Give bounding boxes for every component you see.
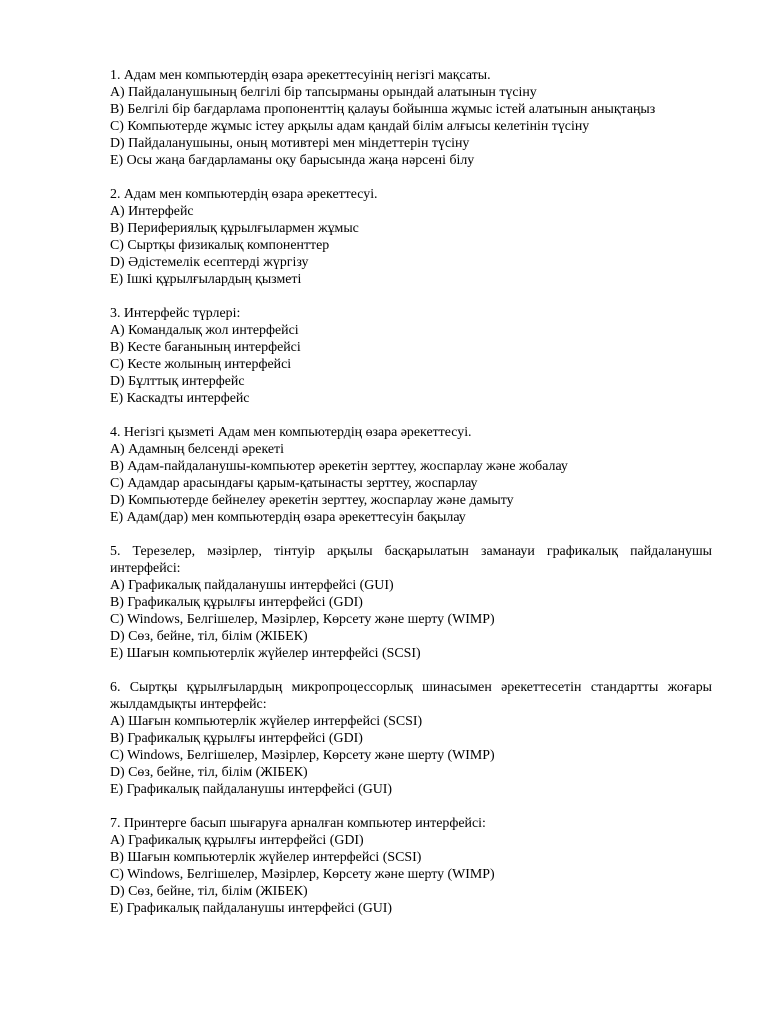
answer-option-d: D) Пайдаланушыны, оның мотивтері мен міндеттерін түсіну <box>110 136 470 151</box>
question-prompt: 5. Терезелер, мәзірлер, тінтуір арқылы басқарылатын заманауи графикалық пайдаланушы интерфейсі: <box>110 544 712 576</box>
answer-option-d: D) Сөз, бейне, тіл, білім (ЖІБЕК) <box>110 629 308 644</box>
answer-option-c: C) Адамдар арасындағы қарым-қатынасты зерттеу, жоспарлау <box>110 476 478 491</box>
answer-option-b: B) Графикалық құрылғы интерфейсі (GDI) <box>110 731 363 746</box>
answer-option-a: A) Командалық жол интерфейсі <box>110 323 299 338</box>
answer-option-e: E) Шағын компьютерлік жүйелер интерфейсі (SCSI) <box>110 646 421 661</box>
question-prompt: 2. Адам мен компьютердің өзара әрекеттесуі. <box>110 187 378 202</box>
question-prompt: 6. Сыртқы құрылғылардың микропроцессорлық шинасымен әрекеттесетін стандартты жоғары жылдамдықты интерфейс: <box>110 680 712 712</box>
answer-option-b: B) Адам-пайдаланушы-компьютер әрекетін зерттеу, жоспарлау және жобалау <box>110 459 568 474</box>
answer-option-b: B) Кесте бағанының интерфейсі <box>110 340 301 355</box>
question-6 <box>110 679 712 798</box>
question-prompt: 1. Адам мен компьютердің өзара әрекеттесуінің негізгі мақсаты. <box>110 68 491 83</box>
answer-option-a: A) Графикалық құрылғы интерфейсі (GDI) <box>110 833 364 848</box>
answer-option-b: B) Белгілі бір бағдарлама пропоненттің қалауы бойынша жұмыс істей алатынын анықтаңыз <box>110 102 656 117</box>
question-prompt: 3. Интерфейс түрлері: <box>110 306 241 321</box>
answer-option-a: A) Шағын компьютерлік жүйелер интерфейсі (SCSI) <box>110 714 423 729</box>
question-prompt: 4. Негізгі қызметі Адам мен компьютердің өзара әрекеттесуі. <box>110 425 472 440</box>
answer-option-e: E) Осы жаңа бағдарламаны оқу барысында жаңа нәрсені білу <box>110 153 475 168</box>
answer-option-a: A) Интерфейс <box>110 204 194 219</box>
answer-option-d: D) Бұлттық интерфейс <box>110 374 245 389</box>
answer-option-e: E) Графикалық пайдаланушы интерфейсі (GUI) <box>110 782 393 797</box>
answer-option-c: C) Кесте жолының интерфейсі <box>110 357 292 372</box>
question-3 <box>110 305 712 407</box>
question-7 <box>110 815 712 917</box>
question-2 <box>110 186 712 288</box>
answer-option-b: B) Графикалық құрылғы интерфейсі (GDI) <box>110 595 363 610</box>
answer-option-e: E) Адам(дар) мен компьютердің өзара әрекеттесуін бақылау <box>110 510 466 525</box>
answer-option-c: C) Сыртқы физикалық компоненттер <box>110 238 330 253</box>
answer-option-a: A) Адамның белсенді әрекеті <box>110 442 284 457</box>
answer-option-c: C) Компьютерде жұмыс істеу арқылы адам қандай білім алғысы келетінін түсіну <box>110 119 590 134</box>
answer-option-c: C) Windows, Белгішелер, Мәзірлер, Көрсету және шерту (WIMP) <box>110 612 495 627</box>
answer-option-d: D) Сөз, бейне, тіл, білім (ЖІБЕК) <box>110 765 308 780</box>
answer-option-a: A) Графикалық пайдаланушы интерфейсі (GUI) <box>110 578 394 593</box>
answer-option-c: C) Windows, Белгішелер, Мәзірлер, Көрсету және шерту (WIMP) <box>110 748 495 763</box>
answer-option-e: E) Ішкі құрылғылардың қызметі <box>110 272 302 287</box>
document-page <box>110 67 712 934</box>
answer-option-b: B) Шағын компьютерлік жүйелер интерфейсі (SCSI) <box>110 850 422 865</box>
question-4 <box>110 424 712 526</box>
question-1 <box>110 67 712 169</box>
question-prompt: 7. Принтерге басып шығаруға арналған компьютер интерфейсі: <box>110 816 486 831</box>
question-5 <box>110 543 712 662</box>
answer-option-c: C) Windows, Белгішелер, Мәзірлер, Көрсету және шерту (WIMP) <box>110 867 495 882</box>
answer-option-e: E) Каскадты интерфейс <box>110 391 250 406</box>
answer-option-d: D) Сөз, бейне, тіл, білім (ЖІБЕК) <box>110 884 308 899</box>
answer-option-d: D) Компьютерде бейнелеу әрекетін зерттеу, жоспарлау және дамыту <box>110 493 514 508</box>
answer-option-a: A) Пайдаланушының белгілі бір тапсырманы орындай алатынын түсіну <box>110 85 537 100</box>
answer-option-b: B) Перифериялық құрылғылармен жұмыс <box>110 221 359 236</box>
answer-option-d: D) Әдістемелік есептерді жүргізу <box>110 255 309 270</box>
answer-option-e: E) Графикалық пайдаланушы интерфейсі (GUI) <box>110 901 393 916</box>
